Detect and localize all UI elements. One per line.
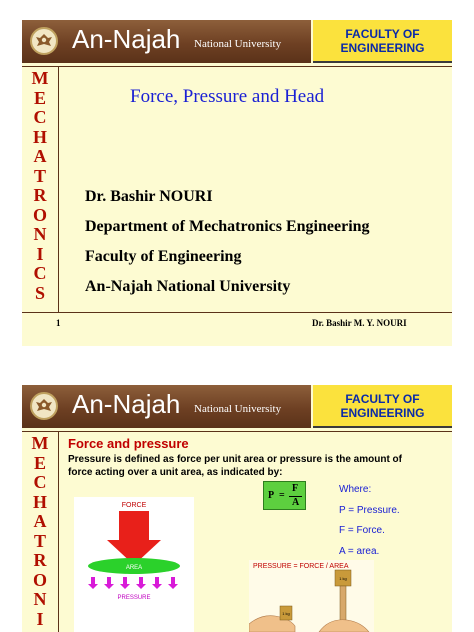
header-divider (22, 66, 452, 67)
where-heading: Where: (339, 484, 372, 495)
sidebar-letter: H (32, 491, 47, 512)
where-item-area: A = area. (339, 545, 380, 557)
university-subtitle: National University (194, 38, 282, 50)
pressure-arrows (88, 577, 178, 589)
finger (340, 586, 346, 620)
pressure-label: PRESSURE (117, 595, 151, 601)
sidebar-letter: O (32, 204, 47, 225)
sidebar-letter: M (31, 68, 49, 88)
faculty-badge (313, 20, 452, 63)
formula-numerator: F (292, 483, 299, 494)
pressure-illustration (249, 560, 374, 632)
slide-title: Force, Pressure and Head (130, 86, 325, 107)
hand-right (319, 620, 369, 632)
sidebar-letter: A (33, 511, 47, 531)
hand-weights-illustration (249, 560, 374, 632)
author-department: Department of Mechatronics Engineering (85, 218, 370, 235)
sidebar-letter: O (32, 569, 47, 590)
sidebar-letter: C (33, 107, 47, 127)
pressure-arrow (168, 577, 178, 589)
slide-header (22, 20, 452, 63)
footer-author: Dr. Bashir M. Y. NOURI (312, 318, 407, 328)
university-seal-icon (30, 27, 58, 55)
sidebar-letter: R (33, 550, 47, 570)
sidebar-letter: M (31, 433, 49, 453)
author-university: An-Najah National University (85, 278, 291, 295)
university-subtitle: National University (194, 403, 282, 415)
slide-number: 1 (56, 318, 61, 328)
sidebar-letter: T (33, 165, 46, 186)
faculty-line-2: ENGINEERING (340, 41, 425, 55)
pressure-equation-label: PRESSURE = FORCE / AREA (253, 563, 349, 570)
where-item-force: F = Force. (339, 525, 385, 536)
sidebar-letter: A (33, 146, 47, 166)
slide-1 (22, 20, 452, 346)
sidebar-letter: S (34, 282, 45, 303)
author-faculty: Faculty of Engineering (85, 248, 242, 265)
sidebar-divider (58, 432, 59, 632)
weight-left-label: 1 kg (282, 611, 290, 616)
variable-definitions (339, 480, 400, 562)
university-banner (22, 385, 311, 428)
formula-denominator: A (292, 497, 300, 508)
sidebar-letter: C (33, 263, 47, 283)
sidebar-letter: H (32, 126, 47, 147)
definition-paragraph: Pressure is defined as force per unit area or pressure is the amount of force acting over a unit area, as indicated by: (68, 454, 402, 478)
pressure-arrow (136, 577, 146, 589)
sidebar-letter: T (33, 530, 46, 551)
pressure-formula (263, 481, 306, 510)
force-arrow-shaft (119, 511, 149, 541)
university-name: An-Najah (72, 24, 181, 54)
faculty-line-1: FACULTY OF (345, 27, 420, 41)
pressure-arrow (120, 577, 130, 589)
sidebar-letter: E (33, 452, 46, 473)
university-name: An-Najah (72, 389, 181, 419)
sidebar-letter: I (36, 243, 44, 264)
faculty-badge (313, 385, 452, 428)
vertical-mechatronics (29, 434, 51, 629)
pressure-arrow (88, 577, 98, 589)
force-arrow-illustration (74, 497, 194, 632)
force-label: FORCE (121, 502, 147, 509)
university-seal-icon (30, 392, 58, 420)
sidebar-letter: N (33, 589, 47, 609)
sidebar-letter: R (33, 185, 47, 205)
sidebar-letter: I (36, 608, 44, 629)
weight-right-label: 1 kg (339, 576, 347, 581)
force-area-diagram (74, 497, 194, 632)
sidebar-divider (58, 67, 59, 312)
vertical-mechatronics (29, 69, 51, 303)
area-label: AREA (125, 565, 143, 571)
faculty-line-1: FACULTY OF (345, 392, 420, 406)
formula-lhs: P (268, 490, 275, 501)
sidebar-letter: N (33, 224, 47, 244)
sidebar-letter: E (33, 87, 46, 108)
section-heading: Force and pressure (68, 436, 189, 451)
author-block (85, 182, 370, 302)
faculty-line-2: ENGINEERING (340, 406, 425, 420)
formula-equals: = (279, 490, 285, 501)
pressure-arrow (152, 577, 162, 589)
slide-2 (22, 385, 452, 632)
author-name: Dr. Bashir NOURI (85, 188, 213, 205)
university-banner (22, 20, 311, 63)
header-divider (22, 431, 452, 432)
footer-divider (22, 312, 452, 313)
where-item-pressure: P = Pressure. (339, 504, 400, 516)
pressure-arrow (104, 577, 114, 589)
slide-header (22, 385, 452, 428)
sidebar-letter: C (33, 472, 47, 492)
